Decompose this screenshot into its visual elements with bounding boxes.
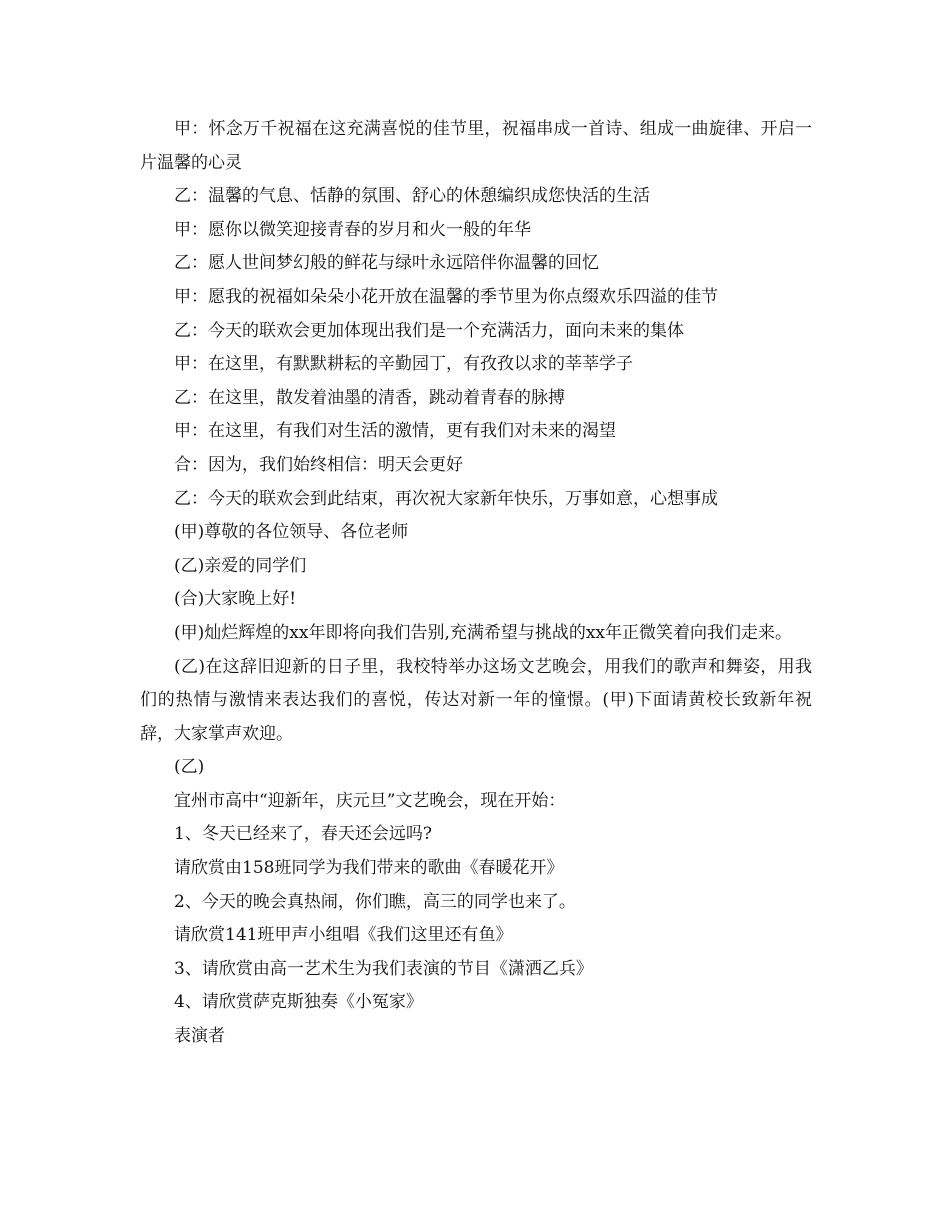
paragraph: (乙)在这辞旧迎新的日子里，我校特举办这场文艺晚会，用我们的歌声和舞姿，用我们的热情与激情来表达我们的喜悦，传达对新一年的憧憬。(甲)下面请黄校长致新年祝辞，大家掌声欢迎。 <box>140 656 812 744</box>
paragraph: 1、冬天已经来了，春天还会远吗? <box>174 824 432 845</box>
paragraph: (合)大家晚上好! <box>174 589 297 610</box>
paragraph: (甲)灿烂辉煌的xx年即将向我们告别,充满希望与挑战的xx年正微笑着向我们走来。 <box>174 622 793 643</box>
paragraph: 2、今天的晚会真热闹，你们瞧，高三的同学也来了。 <box>174 891 576 912</box>
paragraph: 甲：愿你以微笑迎接青春的岁月和火一般的年华 <box>174 219 531 240</box>
paragraph: 表演者 <box>174 1026 225 1047</box>
paragraph: (乙) <box>174 757 205 778</box>
paragraph: (甲)尊敬的各位领导、各位老师 <box>174 522 409 543</box>
paragraph: 甲：愿我的祝福如朵朵小花开放在温馨的季节里为你点缀欢乐四溢的佳节 <box>174 286 718 307</box>
paragraph: 3、请欣赏由高一艺术生为我们表演的节目《潇洒乙兵》 <box>174 958 593 979</box>
paragraph: 宜州市高中“迎新年，庆元旦”文艺晚会，现在开始： <box>174 790 566 811</box>
paragraph: 请欣赏由158班同学为我们带来的歌曲《春暖花开》 <box>174 858 564 879</box>
paragraph: 4、请欣赏萨克斯独奏《小冤家》 <box>174 992 423 1013</box>
document-body <box>140 113 812 1054</box>
paragraph: 乙：在这里，散发着油墨的清香，跳动着青春的脉搏 <box>174 387 565 408</box>
paragraph: 甲：在这里，有默默耕耘的辛勤园丁，有孜孜以求的莘莘学子 <box>174 354 633 375</box>
paragraph: 请欣赏141班甲声小组唱《我们这里还有鱼》 <box>174 925 513 946</box>
paragraph: 甲：怀念万千祝福在这充满喜悦的佳节里，祝福串成一首诗、组成一曲旋律、开启一片温馨的心灵 <box>140 119 812 173</box>
paragraph: (乙)亲爱的同学们 <box>174 555 307 576</box>
paragraph: 乙：今天的联欢会更加体现出我们是一个充满活力，面向未来的集体 <box>174 320 684 341</box>
paragraph: 乙：温馨的气息、恬静的氛围、舒心的休憩编织成您快活的生活 <box>174 186 650 207</box>
paragraph: 合：因为，我们始终相信：明天会更好 <box>174 454 463 475</box>
paragraph: 乙：愿人世间梦幻般的鲜花与绿叶永远陪伴你温馨的回忆 <box>174 253 599 274</box>
paragraph: 乙：今天的联欢会到此结束，再次祝大家新年快乐，万事如意，心想事成 <box>174 488 718 509</box>
paragraph: 甲：在这里，有我们对生活的激情，更有我们对未来的渴望 <box>174 421 616 442</box>
